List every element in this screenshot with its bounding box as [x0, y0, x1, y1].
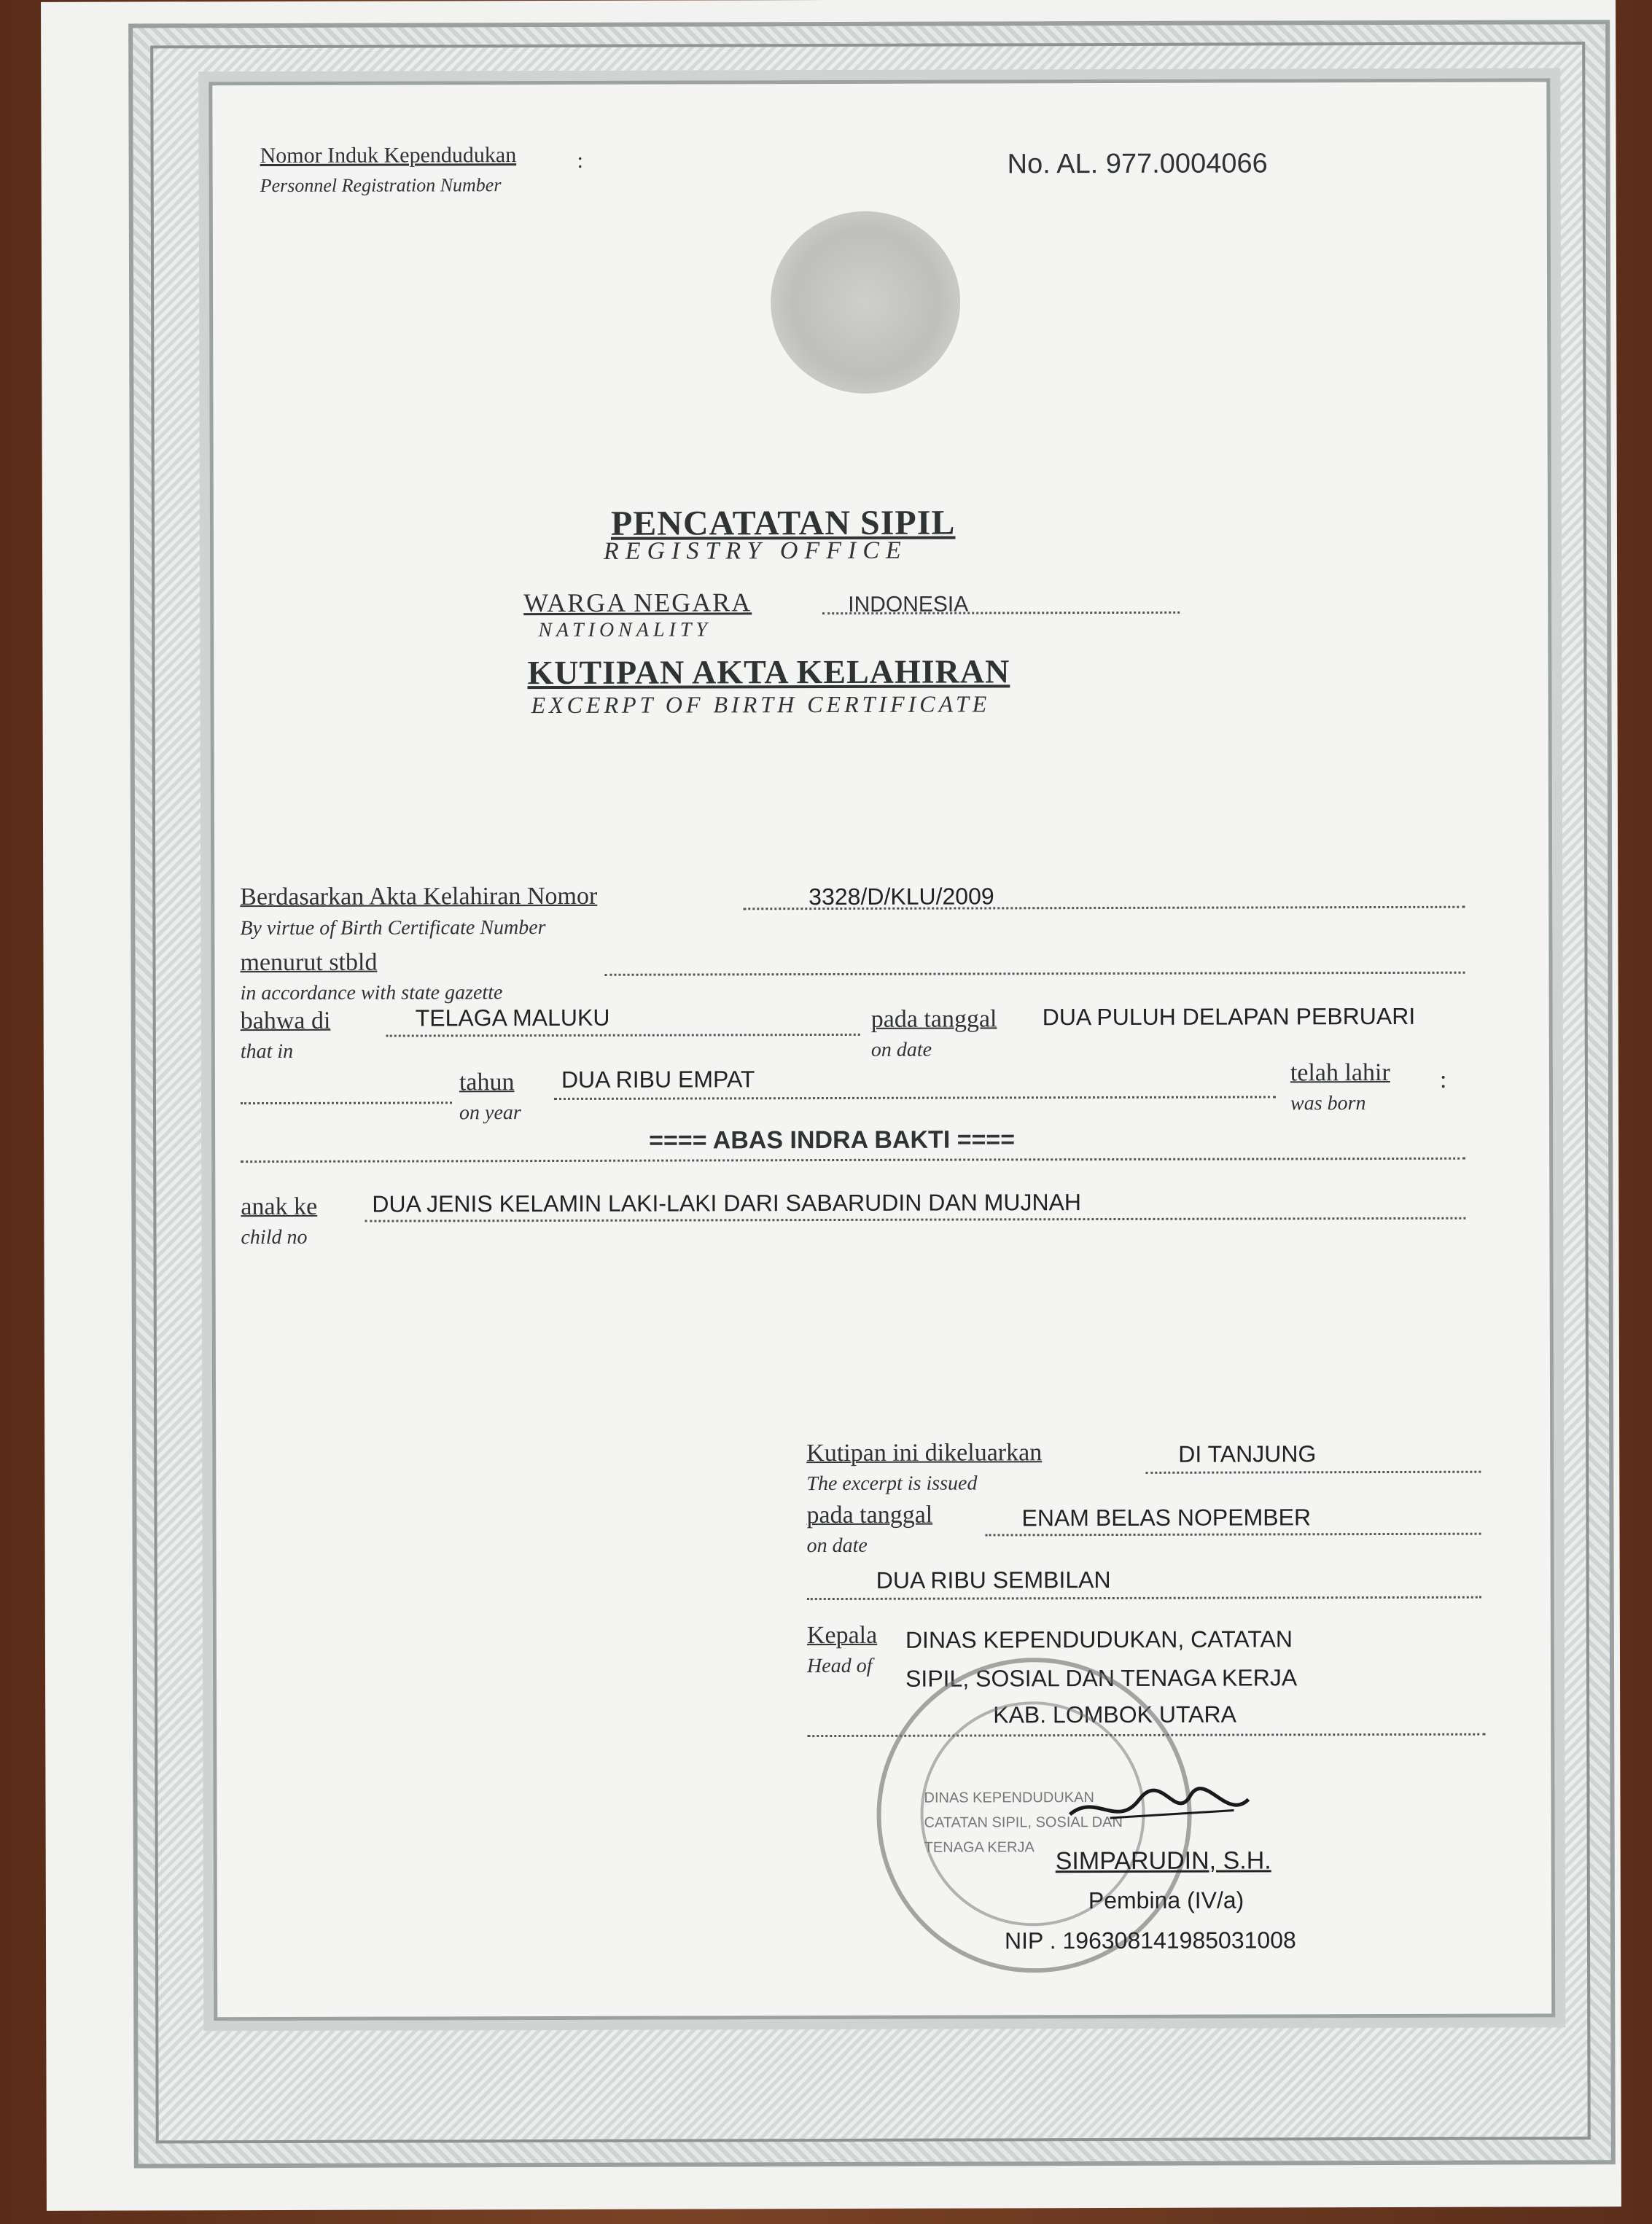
child-number-value: DUA JENIS KELAMIN LAKI-LAKI DARI SABARUDIN DAN MUJNAH	[372, 1189, 1082, 1217]
document-title-en: EXCERPT OF BIRTH CERTIFICATE	[531, 690, 991, 719]
year-label: tahun	[459, 1069, 515, 1096]
nik-sub-label: Personnel Registration Number	[260, 174, 502, 197]
born-colon: :	[1439, 1066, 1447, 1093]
issue-year-value: DUA RIBU SEMBILAN	[876, 1566, 1111, 1593]
head-sub-label: Head of	[806, 1654, 873, 1678]
signatory-name: SIMPARUDIN, S.H.	[1055, 1846, 1271, 1876]
stamp-text: DINAS KEPENDUDUKAN CATATAN SIPIL, SOSIAL DAN TENAGA KERJA	[924, 1790, 1123, 1856]
office-title-en: REGISTRY OFFICE	[603, 537, 908, 565]
serial-number: No. AL. 977.0004066	[1007, 148, 1268, 180]
cert-number-sub-label: By virtue of Birth Certificate Number	[240, 916, 546, 940]
birth-date-sub-label: on date	[870, 1038, 932, 1061]
certificate-paper	[41, 0, 1621, 2211]
signatory-rank: Pembina (IV/a)	[1088, 1887, 1244, 1914]
cert-number-label: Berdasarkan Akta Kelahiran Nomor	[240, 882, 598, 911]
head-office-line2: SIPIL, SOSIAL DAN TENAGA KERJA	[905, 1664, 1298, 1692]
place-sub-label: that in	[240, 1039, 294, 1064]
nik-colon: :	[577, 148, 583, 173]
year-value: DUA RIBU EMPAT	[561, 1066, 755, 1093]
office-title: PENCATATAN SIPIL	[610, 503, 956, 543]
year-sub-label: on year	[459, 1101, 521, 1125]
nationality-sub-label: NATIONALITY	[538, 618, 712, 642]
child-name: ==== ABAS INDRA BAKTI ====	[649, 1125, 1016, 1155]
nationality-label: WARGA NEGARA	[523, 588, 752, 618]
head-office-line3: KAB. LOMBOK UTARA	[993, 1701, 1236, 1728]
stbld-sub-label: in accordance with state gazette	[240, 981, 503, 1005]
place-label: bahwa di	[240, 1007, 331, 1035]
born-sub-label: was born	[1290, 1092, 1366, 1115]
place-value: TELAGA MALUKU	[415, 1004, 610, 1031]
birth-date-label: pada tanggal	[870, 1005, 997, 1033]
head-label: Kepala	[806, 1621, 878, 1650]
cert-number-value: 3328/D/KLU/2009	[809, 883, 994, 910]
born-label: telah lahir	[1290, 1058, 1390, 1087]
issued-label: Kutipan ini dikeluarkan	[806, 1439, 1043, 1467]
child-number-label: anak ke	[241, 1193, 318, 1221]
issued-place-value: DI TANJUNG	[1178, 1440, 1317, 1467]
child-number-sub-label: child no	[241, 1225, 308, 1249]
signatory-nip: NIP . 196308141985031008	[1004, 1927, 1296, 1954]
issue-date-label: pada tanggal	[806, 1501, 933, 1529]
issue-date-value: ENAM BELAS NOPEMBER	[1021, 1504, 1312, 1532]
document-title: KUTIPAN AKTA KELAHIRAN	[527, 652, 1010, 692]
signature-icon	[1066, 1777, 1255, 1836]
issued-sub-label: The excerpt is issued	[806, 1472, 978, 1496]
birth-date-value: DUA PULUH DELAPAN PEBRUARI	[1042, 1002, 1416, 1031]
stbld-label: menurut stbld	[240, 948, 378, 977]
head-office-line1: DINAS KEPENDUDUKAN, CATATAN	[905, 1626, 1293, 1653]
garuda-emblem-icon	[771, 211, 961, 394]
issue-date-sub-label: on date	[806, 1534, 868, 1558]
nationality-value: INDONESIA	[848, 592, 969, 617]
nik-label: Nomor Induk Kependudukan	[260, 143, 517, 168]
